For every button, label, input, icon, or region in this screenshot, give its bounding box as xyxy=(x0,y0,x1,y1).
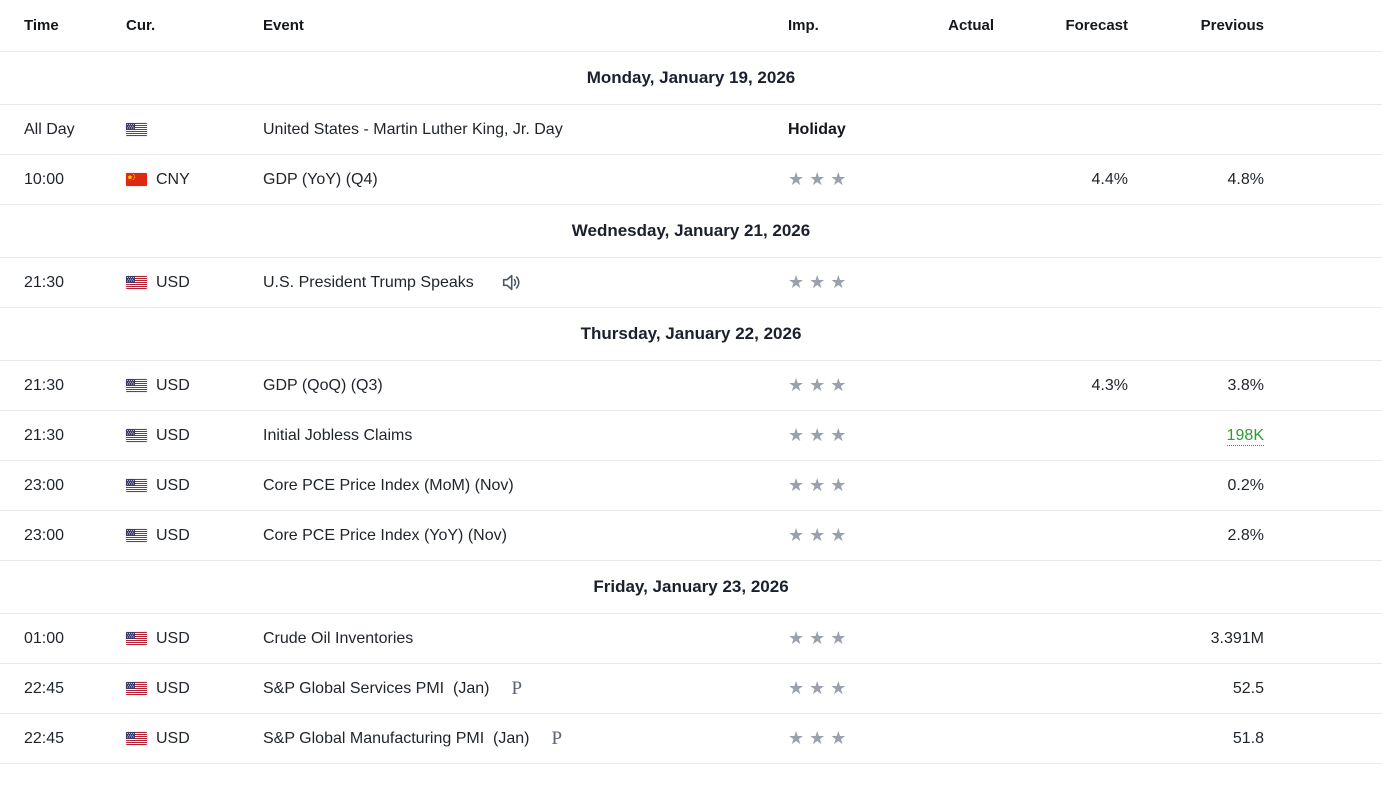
importance-stars-3: ★★★ xyxy=(788,678,852,699)
previous-value: 4.8% xyxy=(1227,170,1264,188)
us-flag-icon xyxy=(126,732,147,745)
date-header-label: Friday, January 23, 2026 xyxy=(593,577,789,596)
event-cell xyxy=(263,729,788,748)
currency-code: USD xyxy=(156,526,190,544)
event-time: 23:00 xyxy=(24,526,65,544)
us-flag-icon xyxy=(126,123,147,136)
event-previous xyxy=(1128,477,1264,495)
event-previous xyxy=(1128,730,1264,748)
importance-stars-3: ★★★ xyxy=(788,728,852,749)
us-flag-icon xyxy=(126,429,147,442)
calendar-body xyxy=(0,52,1382,764)
table-header-row xyxy=(0,0,1382,52)
event-currency-cell xyxy=(126,123,263,136)
event-row[interactable] xyxy=(0,461,1382,511)
us-flag-icon xyxy=(126,479,147,492)
event-previous xyxy=(1128,171,1264,189)
event-time: 21:30 xyxy=(24,426,65,444)
importance-stars-3: ★★★ xyxy=(788,628,852,649)
holiday-label: Holiday xyxy=(788,120,846,138)
us-flag-icon xyxy=(126,632,147,645)
previous-value-better-than-expected[interactable]: 198K xyxy=(1226,426,1264,444)
event-time: 23:00 xyxy=(24,476,65,494)
importance-cell xyxy=(788,628,930,649)
event-time: All Day xyxy=(24,120,75,138)
importance-cell xyxy=(788,525,930,546)
event-row[interactable] xyxy=(0,361,1382,411)
event-currency-cell xyxy=(126,377,263,395)
currency-code: USD xyxy=(156,679,190,697)
us-flag-icon xyxy=(126,529,147,542)
column-header-forecast: Forecast xyxy=(1065,17,1128,34)
importance-stars-3: ★★★ xyxy=(788,169,852,190)
event-row[interactable] xyxy=(0,258,1382,308)
event-time: 22:45 xyxy=(24,729,65,747)
importance-stars-3: ★★★ xyxy=(788,272,852,293)
event-cell xyxy=(263,121,788,139)
preliminary-release-icon: P xyxy=(551,728,563,749)
event-time: 01:00 xyxy=(24,629,65,647)
event-name[interactable]: Initial Jobless Claims xyxy=(263,426,413,444)
date-header-label: Thursday, January 22, 2026 xyxy=(580,324,802,343)
currency-code: CNY xyxy=(156,170,190,188)
event-name[interactable]: U.S. President Trump Speaks xyxy=(263,273,474,291)
importance-cell xyxy=(788,728,930,749)
event-row[interactable] xyxy=(0,155,1382,205)
event-cell xyxy=(263,630,788,648)
currency-code: USD xyxy=(156,273,190,291)
event-currency-cell xyxy=(126,527,263,545)
event-previous xyxy=(1128,527,1264,545)
event-cell xyxy=(263,270,788,295)
event-name[interactable]: Crude Oil Inventories xyxy=(263,629,414,647)
event-cell xyxy=(263,477,788,495)
column-header-time: Time xyxy=(24,17,59,34)
forecast-value: 4.4% xyxy=(1091,170,1128,188)
us-flag-icon xyxy=(126,276,147,289)
event-previous xyxy=(1128,680,1264,698)
event-currency-cell xyxy=(126,171,263,189)
event-cell xyxy=(263,171,788,189)
importance-stars-3: ★★★ xyxy=(788,525,852,546)
event-name[interactable]: United States - Martin Luther King, Jr. Day xyxy=(263,120,563,138)
importance-cell xyxy=(788,678,930,699)
preliminary-release-icon: P xyxy=(511,678,523,699)
event-name[interactable]: S&P Global Services PMI (Jan) xyxy=(263,679,490,697)
event-previous xyxy=(1128,427,1264,445)
event-forecast xyxy=(994,171,1128,189)
us-flag-icon xyxy=(126,682,147,695)
event-cell xyxy=(263,427,788,445)
event-currency-cell xyxy=(126,630,263,648)
event-row[interactable] xyxy=(0,411,1382,461)
event-row[interactable] xyxy=(0,105,1382,155)
event-time: 21:30 xyxy=(24,273,65,291)
event-name[interactable]: GDP (YoY) (Q4) xyxy=(263,170,378,188)
event-time: 21:30 xyxy=(24,376,65,394)
currency-code: USD xyxy=(156,426,190,444)
previous-value: 2.8% xyxy=(1227,526,1264,544)
event-previous xyxy=(1128,377,1264,395)
previous-value: 0.2% xyxy=(1227,476,1264,494)
previous-value: 3.8% xyxy=(1227,376,1264,394)
event-currency-cell xyxy=(126,477,263,495)
date-header-row xyxy=(0,308,1382,361)
currency-code: USD xyxy=(156,376,190,394)
previous-value: 51.8 xyxy=(1232,729,1264,747)
currency-code: USD xyxy=(156,476,190,494)
importance-stars-3: ★★★ xyxy=(788,475,852,496)
date-header-row xyxy=(0,205,1382,258)
currency-code: USD xyxy=(156,729,190,747)
previous-value: 52.5 xyxy=(1232,679,1264,697)
event-row[interactable] xyxy=(0,664,1382,714)
event-name[interactable]: Core PCE Price Index (YoY) (Nov) xyxy=(263,526,507,544)
column-header-event: Event xyxy=(263,17,304,34)
event-currency-cell xyxy=(126,680,263,698)
forecast-value: 4.3% xyxy=(1091,376,1128,394)
column-header-actual: Actual xyxy=(948,17,994,34)
event-forecast xyxy=(994,377,1128,395)
importance-cell xyxy=(788,169,930,190)
column-header-previous: Previous xyxy=(1200,17,1264,34)
event-row[interactable] xyxy=(0,714,1382,764)
importance-cell xyxy=(788,375,930,396)
event-cell xyxy=(263,527,788,545)
column-header-currency: Cur. xyxy=(126,17,156,34)
event-cell xyxy=(263,679,788,698)
importance-stars-3: ★★★ xyxy=(788,425,852,446)
event-name[interactable]: Core PCE Price Index (MoM) (Nov) xyxy=(263,476,514,494)
event-name[interactable]: S&P Global Manufacturing PMI (Jan) xyxy=(263,729,530,747)
date-header-row xyxy=(0,52,1382,105)
importance-cell xyxy=(788,272,930,293)
importance-cell xyxy=(788,475,930,496)
event-time: 10:00 xyxy=(24,170,65,188)
importance-cell xyxy=(788,425,930,446)
china-flag-icon xyxy=(126,173,147,186)
column-header-importance: Imp. xyxy=(788,17,819,34)
event-time: 22:45 xyxy=(24,679,65,697)
event-name[interactable]: GDP (QoQ) (Q3) xyxy=(263,376,383,394)
date-header-label: Wednesday, January 21, 2026 xyxy=(571,221,811,240)
event-row[interactable] xyxy=(0,614,1382,664)
currency-code: USD xyxy=(156,629,190,647)
event-cell xyxy=(263,377,788,395)
date-header-row xyxy=(0,561,1382,614)
event-currency-cell xyxy=(126,274,263,292)
previous-value: 3.391M xyxy=(1210,629,1264,647)
date-header-label: Monday, January 19, 2026 xyxy=(586,68,796,87)
us-flag-icon xyxy=(126,379,147,392)
speech-speaker-icon[interactable] xyxy=(499,270,524,295)
event-row[interactable] xyxy=(0,511,1382,561)
importance-cell xyxy=(788,121,930,139)
event-currency-cell xyxy=(126,730,263,748)
event-previous xyxy=(1128,630,1264,648)
event-currency-cell xyxy=(126,427,263,445)
importance-stars-3: ★★★ xyxy=(788,375,852,396)
